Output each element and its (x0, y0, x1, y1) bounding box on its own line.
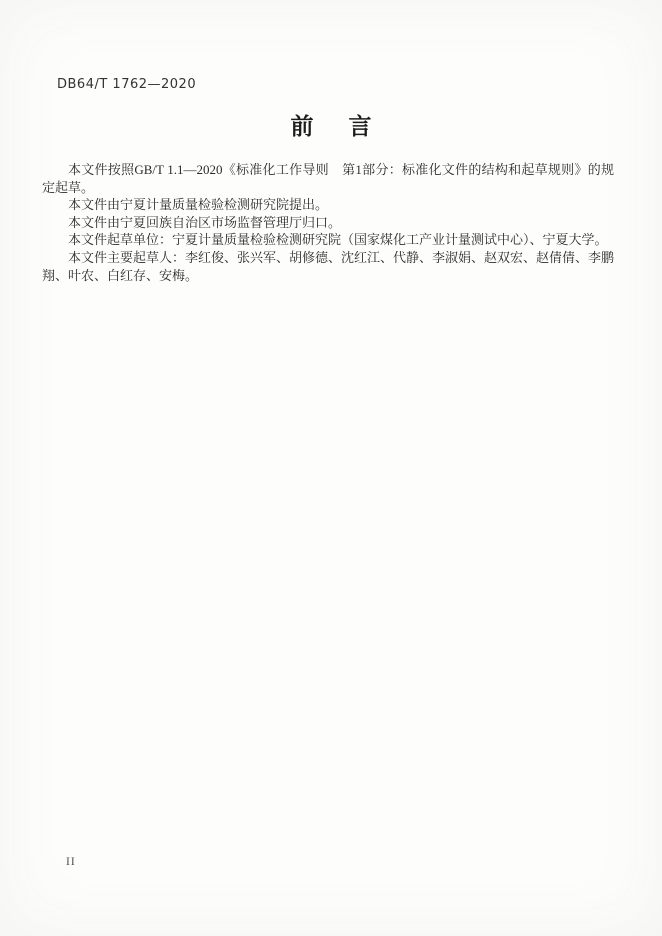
foreword-paragraph: 本文件主要起草人：李红俊、张兴军、胡修德、沈红江、代静、李淑娟、赵双宏、赵倩倩、李鹏翔、叶农、白红存、安梅。 (42, 249, 615, 283)
foreword-body (42, 161, 614, 284)
foreword-paragraph: 本文件起草单位：宁夏计量质量检验检测研究院（国家煤化工产业计量测试中心）、宁夏大学。 (68, 232, 608, 248)
foreword-paragraph: 本文件由宁夏计量质量检验检测研究院提出。 (68, 197, 329, 213)
page-title: 前 言 (290, 114, 378, 139)
foreword-paragraph: 本文件按照GB/T 1.1—2020《标准化工作导则 第1部分：标准化文件的结构和起草规则》的规定起草。 (42, 162, 614, 195)
page-number: II (66, 856, 76, 868)
foreword-paragraph: 本文件由宁夏回族自治区市场监督管理厅归口。 (68, 214, 342, 230)
standard-code: DB64/T 1762—2020 (57, 77, 197, 92)
